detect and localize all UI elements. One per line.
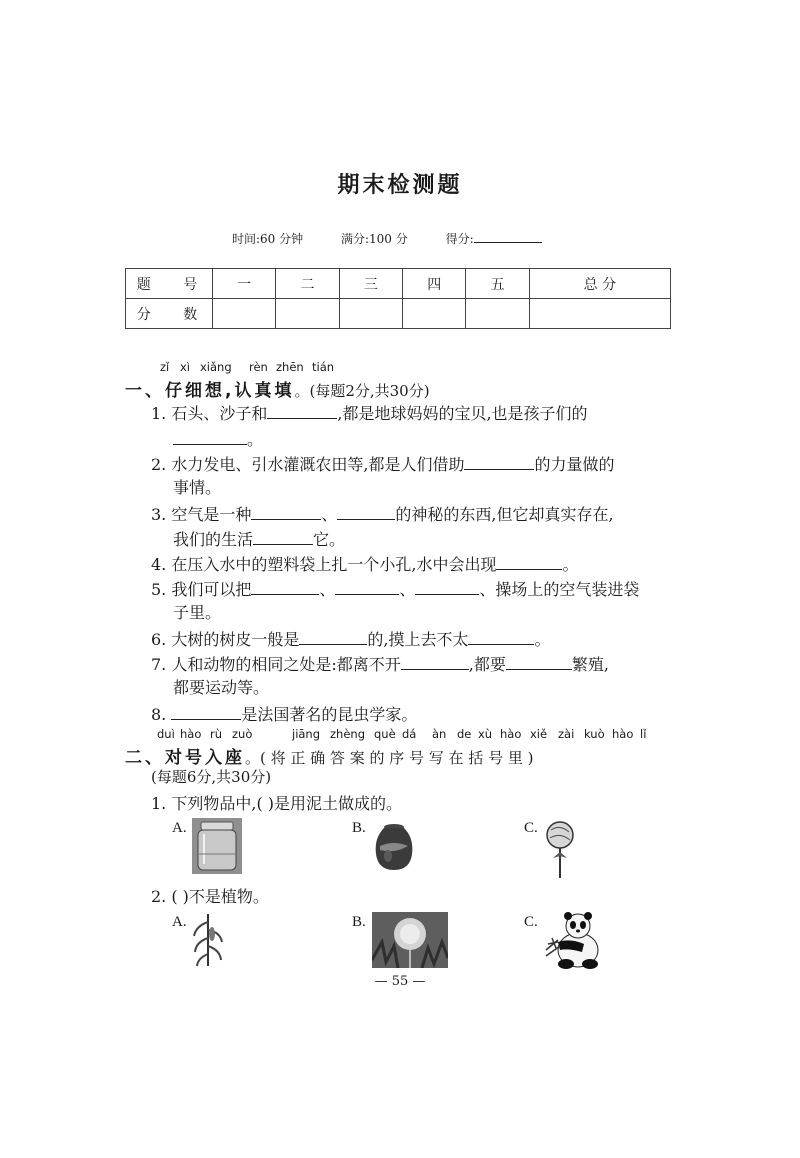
- question-text: 4. 在压入水中的塑料袋上扎一个小孔,水中会出现: [151, 555, 497, 574]
- pinyin: jiāng: [292, 727, 321, 741]
- header-cell: 二: [276, 269, 339, 299]
- score-cell[interactable]: [466, 299, 529, 329]
- header-cell: 总 分: [529, 269, 670, 299]
- pinyin: hào: [180, 727, 202, 741]
- section-1-heading: [125, 376, 430, 401]
- pinyin: duì: [157, 727, 175, 741]
- question-text: 5. 我们可以把: [151, 580, 252, 599]
- section-2-number: 二、: [125, 748, 165, 768]
- header-cell: 题 号: [126, 269, 213, 299]
- pinyin: kuò: [584, 727, 605, 741]
- pinyin: què: [374, 727, 396, 741]
- score-cell[interactable]: [339, 299, 402, 329]
- question-text: 2. 水力发电、引水灌溉农田等,都是人们借助: [151, 455, 465, 474]
- score-row-label: 分 数: [126, 299, 213, 329]
- question-text: 繁殖,: [571, 655, 609, 674]
- score-blank[interactable]: [474, 231, 542, 243]
- question-6: [151, 630, 550, 648]
- header-cell: 五: [466, 269, 529, 299]
- question-8: [151, 705, 417, 723]
- pinyin: xiǎng: [200, 360, 232, 374]
- question-text: 是法国著名的昆虫学家。: [241, 705, 418, 724]
- score-table: [125, 268, 671, 329]
- pinyin: xì: [180, 360, 191, 374]
- answer-blank[interactable]: [496, 555, 562, 570]
- score-cell[interactable]: [529, 299, 670, 329]
- question-5-cont: 子里。: [173, 603, 222, 622]
- answer-blank[interactable]: [337, 505, 395, 520]
- section-2-heading: [125, 743, 533, 768]
- answer-blank[interactable]: [415, 580, 479, 595]
- pinyin: zhēn: [276, 360, 304, 374]
- question-5: [151, 580, 639, 598]
- section-2-score-note: (每题6分,共30分): [151, 768, 272, 786]
- pinyin: hào: [612, 727, 634, 741]
- exam-meta: [232, 230, 542, 247]
- section-1-number: 一、: [125, 381, 165, 401]
- pinyin: hào: [500, 727, 522, 741]
- pinyin: xiě: [530, 727, 548, 741]
- question-text: 7. 人和动物的相同之处是:都离不开: [151, 655, 401, 674]
- option-b-label[interactable]: B.: [352, 820, 366, 836]
- question-1-cont: [173, 430, 263, 448]
- question-text: ,都是地球妈妈的宝贝,也是孩子们的: [337, 404, 588, 423]
- question-7-cont: 都要运动等。: [173, 678, 270, 697]
- header-cell: 三: [339, 269, 402, 299]
- header-cell: 一: [213, 269, 276, 299]
- question-1: [151, 404, 588, 422]
- answer-blank[interactable]: [468, 630, 534, 645]
- answer-blank[interactable]: [299, 630, 367, 645]
- question-3-cont: [173, 530, 345, 548]
- answer-blank[interactable]: [401, 655, 469, 670]
- pinyin: rù: [210, 727, 223, 741]
- pinyin: xù: [478, 727, 493, 741]
- question-4: [151, 555, 578, 573]
- question-text: 3. 空气是一种: [151, 505, 252, 524]
- option-c-label[interactable]: C.: [524, 914, 538, 930]
- pinyin: zuò: [232, 727, 253, 741]
- pinyin: zǐ: [160, 360, 170, 374]
- question-3: [151, 505, 614, 523]
- answer-blank[interactable]: [251, 580, 319, 595]
- answer-blank[interactable]: [464, 455, 534, 470]
- dandelion-photo-image[interactable]: [372, 912, 448, 968]
- answer-blank[interactable]: [253, 530, 313, 545]
- section-1-note: 。(每题2分,共30分): [294, 382, 430, 400]
- answer-blank[interactable]: [506, 655, 572, 670]
- answer-blank[interactable]: [335, 580, 399, 595]
- page-title: 期末检测题: [337, 173, 463, 198]
- mc-question-1: 1. 下列物品中,( )是用泥土做成的。: [151, 794, 403, 813]
- option-a-label[interactable]: A.: [172, 914, 187, 930]
- pinyin: de: [457, 727, 472, 741]
- pinyin: rèn: [249, 360, 268, 374]
- pinyin: tián: [312, 360, 335, 374]
- score-table-score-row: [126, 299, 671, 329]
- question-text: 。: [247, 430, 264, 449]
- question-text: 。: [562, 555, 579, 574]
- pinyin: zài: [558, 727, 575, 741]
- pinyin: zhèng: [330, 727, 365, 741]
- question-2-cont: 事情。: [173, 478, 222, 497]
- corn-plant-image[interactable]: [192, 910, 224, 968]
- full-score: 满分:100 分: [340, 232, 408, 246]
- question-text: 的,摸上去不太: [367, 630, 469, 649]
- question-text: 、操场上的空气装进袋: [479, 580, 640, 599]
- mc-question-2: 2. ( )不是植物。: [151, 887, 269, 906]
- answer-blank[interactable]: [267, 404, 337, 419]
- pinyin: àn: [432, 727, 447, 741]
- glass-jar-image[interactable]: [192, 818, 242, 874]
- answer-blank[interactable]: [251, 505, 321, 520]
- question-text: 、: [399, 580, 416, 599]
- option-c-label[interactable]: C.: [524, 820, 538, 836]
- score-label: 得分:: [445, 232, 474, 246]
- section-2-title: 对号入座: [165, 748, 245, 768]
- answer-blank[interactable]: [171, 705, 241, 720]
- header-cell: 四: [403, 269, 466, 299]
- time-limit: 时间:60 分钟: [232, 232, 304, 246]
- question-text: 的神秘的东西,但它却真实存在,: [395, 505, 614, 524]
- pinyin: lǐ: [640, 727, 647, 741]
- answer-blank[interactable]: [173, 430, 247, 445]
- lollipop-image[interactable]: [543, 820, 577, 880]
- question-text: 8.: [151, 705, 172, 724]
- score-table-header-row: [126, 269, 671, 299]
- pinyin: dá: [402, 727, 417, 741]
- question-text: 、: [319, 580, 336, 599]
- question-text: ,都要: [468, 655, 506, 674]
- question-text: 我们的生活: [173, 530, 254, 549]
- score-cell[interactable]: [276, 299, 339, 329]
- question-7: [151, 655, 609, 673]
- question-text: 的力量做的: [534, 455, 615, 474]
- page-number: — 55 —: [374, 974, 426, 989]
- clay-pot-image[interactable]: [372, 822, 416, 872]
- question-text: 、: [321, 505, 338, 524]
- score-cell[interactable]: [403, 299, 466, 329]
- question-text: 它。: [313, 530, 346, 549]
- score-cell[interactable]: [213, 299, 276, 329]
- panda-image[interactable]: [544, 910, 602, 970]
- question-text: 。: [534, 630, 551, 649]
- section-1-title: 仔细想,认真填: [165, 381, 295, 401]
- option-a-label[interactable]: A.: [172, 820, 187, 836]
- question-text: 1. 石头、沙子和: [151, 404, 268, 423]
- question-text: 6. 大树的树皮一般是: [151, 630, 300, 649]
- question-2: [151, 455, 614, 473]
- option-b-label[interactable]: B.: [352, 914, 366, 930]
- section-2-note: 。( 将 正 确 答 案 的 序 号 写 在 括 号 里 ): [245, 749, 534, 767]
